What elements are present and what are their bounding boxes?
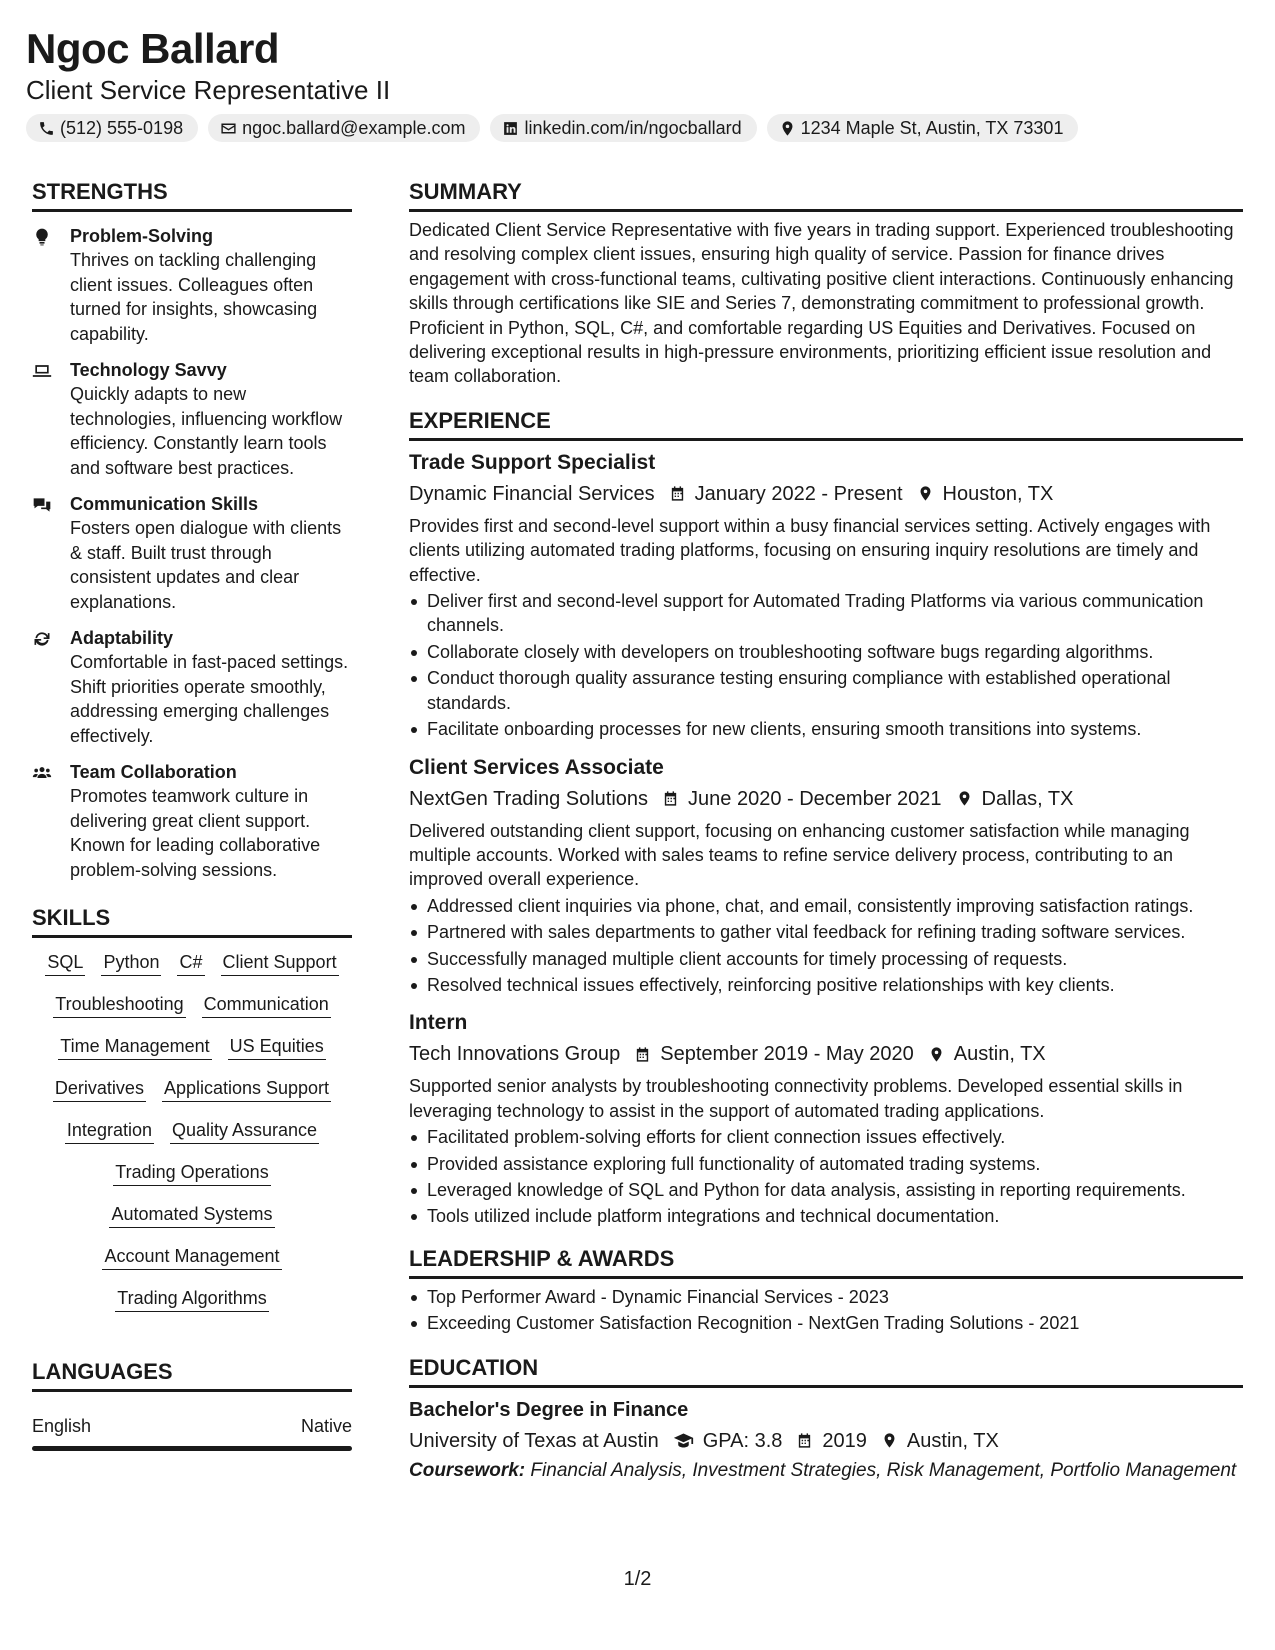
job-description: Supported senior analysts by troubleshooting connectivity problems. Developed essential skills in leveraging technology to assist in the support of automated trading applications.: [409, 1076, 1183, 1121]
calendar-icon: [662, 790, 679, 807]
list-item: Conduct thorough quality assurance testing ensuring compliance with established operational standards.: [409, 666, 1243, 715]
job-location: Austin, TX: [953, 1043, 1046, 1066]
map-pin-icon: [779, 120, 796, 137]
language-row: [32, 1414, 352, 1438]
awards-title: LEADERSHIP & AWARDS: [409, 1245, 1243, 1279]
lightbulb-icon: [32, 227, 52, 247]
list-item: Deliver first and second-level support for Automated Trading Platforms via various communication channels.: [409, 589, 1243, 638]
skill-tag: C#: [177, 950, 204, 976]
coursework-list: Financial Analysis, Investment Strategies, Risk Management, Portfolio Management: [530, 1459, 1237, 1481]
education-title: EDUCATION: [409, 1354, 1243, 1388]
skill-tag: US Equities: [228, 1034, 326, 1060]
contact-email[interactable]: ngoc.ballard@example.com: [208, 114, 480, 142]
map-pin-icon: [881, 1432, 898, 1449]
coursework: [409, 1459, 1243, 1483]
page-number: 1/2: [623, 1568, 652, 1590]
list-item: Tools utilized include platform integrations and technical documentation.: [409, 1204, 1243, 1228]
skill-tag: Trading Algorithms: [115, 1286, 268, 1312]
list-item: Addressed client inquiries via phone, chat, and email, consistently improving satisfaction ratings.: [409, 894, 1243, 918]
comments-icon: [32, 495, 52, 515]
list-item: Collaborate closely with developers on troubleshooting software bugs regarding algorithms.: [409, 640, 1243, 664]
list-item: Partnered with sales departments to gather vital feedback for refining trading software services.: [409, 920, 1243, 944]
skills-list: [32, 938, 352, 1312]
candidate-name: Ngoc Ballard: [26, 25, 280, 72]
school-name: University of Texas at Austin: [409, 1429, 659, 1452]
graduation-year: 2019: [822, 1429, 867, 1452]
strength-item: Team Collaboration Promotes teamwork culture in delivering great client support. Known for leading collaborative problem-solving sessions.: [32, 760, 352, 882]
gpa: GPA: 3.8: [702, 1429, 783, 1452]
skill-tag: Automated Systems: [109, 1202, 274, 1228]
list-item: Leveraged knowledge of SQL and Python for data analysis, assisting in reporting requirements.: [409, 1178, 1243, 1202]
coursework-label: Coursework:: [409, 1459, 526, 1481]
job-meta: [409, 1040, 1243, 1068]
awards-list: [409, 1285, 1243, 1336]
contact-bar: [26, 114, 1078, 142]
skill-tag: Integration: [65, 1118, 154, 1144]
list-item: Provided assistance exploring full functionality of automated trading systems.: [409, 1152, 1243, 1176]
list-item: Facilitated problem-solving efforts for client connection issues effectively.: [409, 1125, 1243, 1149]
list-item: Successfully managed multiple client accounts for timely processing of requests.: [409, 947, 1243, 971]
language-level: Native: [300, 1416, 352, 1436]
calendar-icon: [669, 485, 686, 502]
job-meta: [409, 785, 1243, 813]
job-entry: [409, 1009, 1243, 1228]
skill-tag: Troubleshooting: [53, 992, 185, 1018]
graduation-cap-icon: [673, 1430, 694, 1451]
skill-tag: Communication: [202, 992, 331, 1018]
linkedin-icon: [502, 120, 519, 137]
skill-tag: Trading Operations: [113, 1160, 270, 1186]
skill-tag: Applications Support: [162, 1076, 331, 1102]
job-description: Delivered outstanding client support, focusing on enhancing customer satisfaction while managing multiple accounts. Worked with sales teams to refine service delivery process, contributing to an improved overall experience.: [409, 820, 1190, 890]
contact-linkedin[interactable]: linkedin.com/in/ngocballard: [490, 114, 756, 142]
language-name: English: [32, 1416, 92, 1436]
map-pin-icon: [917, 485, 934, 502]
users-icon: [32, 763, 52, 783]
summary-text: Dedicated Client Service Representative with five years in trading support. Experienced troubleshooting and resolving complex client issues, ensuring high quality of service. Passion for finance drives engagement with cross-functional teams, cultivating positive client interactions. Continuously enhancing skills through certifications like SIE and Series 7, demonstrating commitment to professional growth. Proficient in Python, SQL, C#, and comfortable regarding US Equities and Derivatives. Focused on delivering exceptional results in high-pressure environments, prioritizing efficient issue resolution and team collaboration.: [409, 220, 1234, 387]
strengths-title: STRENGTHS: [32, 178, 352, 212]
list-item: Resolved technical issues effectively, reinforcing positive relationships with key clients.: [409, 973, 1243, 997]
job-bullets: [409, 589, 1243, 741]
job-location: Dallas, TX: [981, 787, 1074, 810]
envelope-icon: [220, 120, 237, 137]
job-bullets: [409, 894, 1243, 998]
laptop-icon: [32, 361, 52, 381]
degree-title: Bachelor's Degree in Finance: [409, 1398, 689, 1421]
strength-item: Adaptability Comfortable in fast-paced settings. Shift priorities operate smoothly, addressing emerging challenges effectively.: [32, 626, 352, 748]
list-item: Exceeding Customer Satisfaction Recognition - NextGen Trading Solutions - 2021: [409, 1311, 1243, 1335]
contact-address[interactable]: 1234 Maple St, Austin, TX 73301: [767, 114, 1079, 142]
contact-phone[interactable]: (512) 555-0198: [26, 114, 198, 142]
skill-tag: Python: [101, 950, 161, 976]
job-entry: [409, 449, 1243, 742]
job-company: Dynamic Financial Services: [409, 482, 655, 505]
map-pin-icon: [956, 790, 973, 807]
experience-title: EXPERIENCE: [409, 407, 1243, 441]
phone-icon: [38, 120, 55, 137]
calendar-icon: [634, 1046, 651, 1063]
strength-item: Problem-Solving Thrives on tackling challenging client issues. Colleagues often turned for insights, showcasing capability.: [32, 224, 352, 346]
strength-item: Technology Savvy Quickly adapts to new technologies, influencing workflow efficiency. Constantly learn tools and software best practices.: [32, 358, 352, 480]
job-title: Client Services Associate: [409, 755, 664, 779]
job-dates: June 2020 - December 2021: [688, 787, 942, 810]
job-entry: [409, 754, 1243, 998]
school-location: Austin, TX: [906, 1429, 999, 1452]
skill-tag: Account Management: [102, 1244, 281, 1270]
skill-tag: Quality Assurance: [170, 1118, 319, 1144]
language-proficiency-bar: [32, 1446, 352, 1451]
sync-icon: [32, 629, 52, 649]
skill-tag: Derivatives: [53, 1076, 146, 1102]
job-company: Tech Innovations Group: [409, 1043, 621, 1066]
job-dates: January 2022 - Present: [694, 482, 903, 505]
list-item: Top Performer Award - Dynamic Financial Services - 2023: [409, 1285, 1243, 1309]
summary-title: SUMMARY: [409, 178, 1243, 212]
job-description: Provides first and second-level support within a busy financial services setting. Actively engages with clients utilizing automated trading platforms, focusing on ensuring inquiry resolutions are timely and effective.: [409, 515, 1211, 585]
right-column: [409, 178, 1243, 1483]
job-meta: [409, 480, 1243, 508]
skill-tag: Time Management: [58, 1034, 211, 1060]
calendar-icon: [796, 1432, 813, 1449]
job-title: Intern: [409, 1011, 468, 1035]
education-meta: [409, 1427, 1243, 1455]
candidate-headline: Client Service Representative II: [26, 75, 391, 105]
strength-item: Communication Skills Fosters open dialogue with clients & staff. Built trust through consistent updates and clear explanations.: [32, 492, 352, 614]
job-location: Houston, TX: [942, 482, 1054, 505]
skills-title: SKILLS: [32, 904, 352, 938]
list-item: Facilitate onboarding processes for new clients, ensuring smooth transitions into systems.: [409, 717, 1243, 741]
job-company: NextGen Trading Solutions: [409, 787, 649, 810]
job-bullets: [409, 1125, 1243, 1229]
languages-title: LANGUAGES: [32, 1358, 352, 1392]
map-pin-icon: [928, 1046, 945, 1063]
left-column: [32, 178, 352, 1451]
skill-tag: SQL: [45, 950, 85, 976]
skill-tag: Client Support: [221, 950, 339, 976]
job-title: Trade Support Specialist: [409, 450, 656, 474]
job-dates: September 2019 - May 2020: [660, 1043, 914, 1066]
